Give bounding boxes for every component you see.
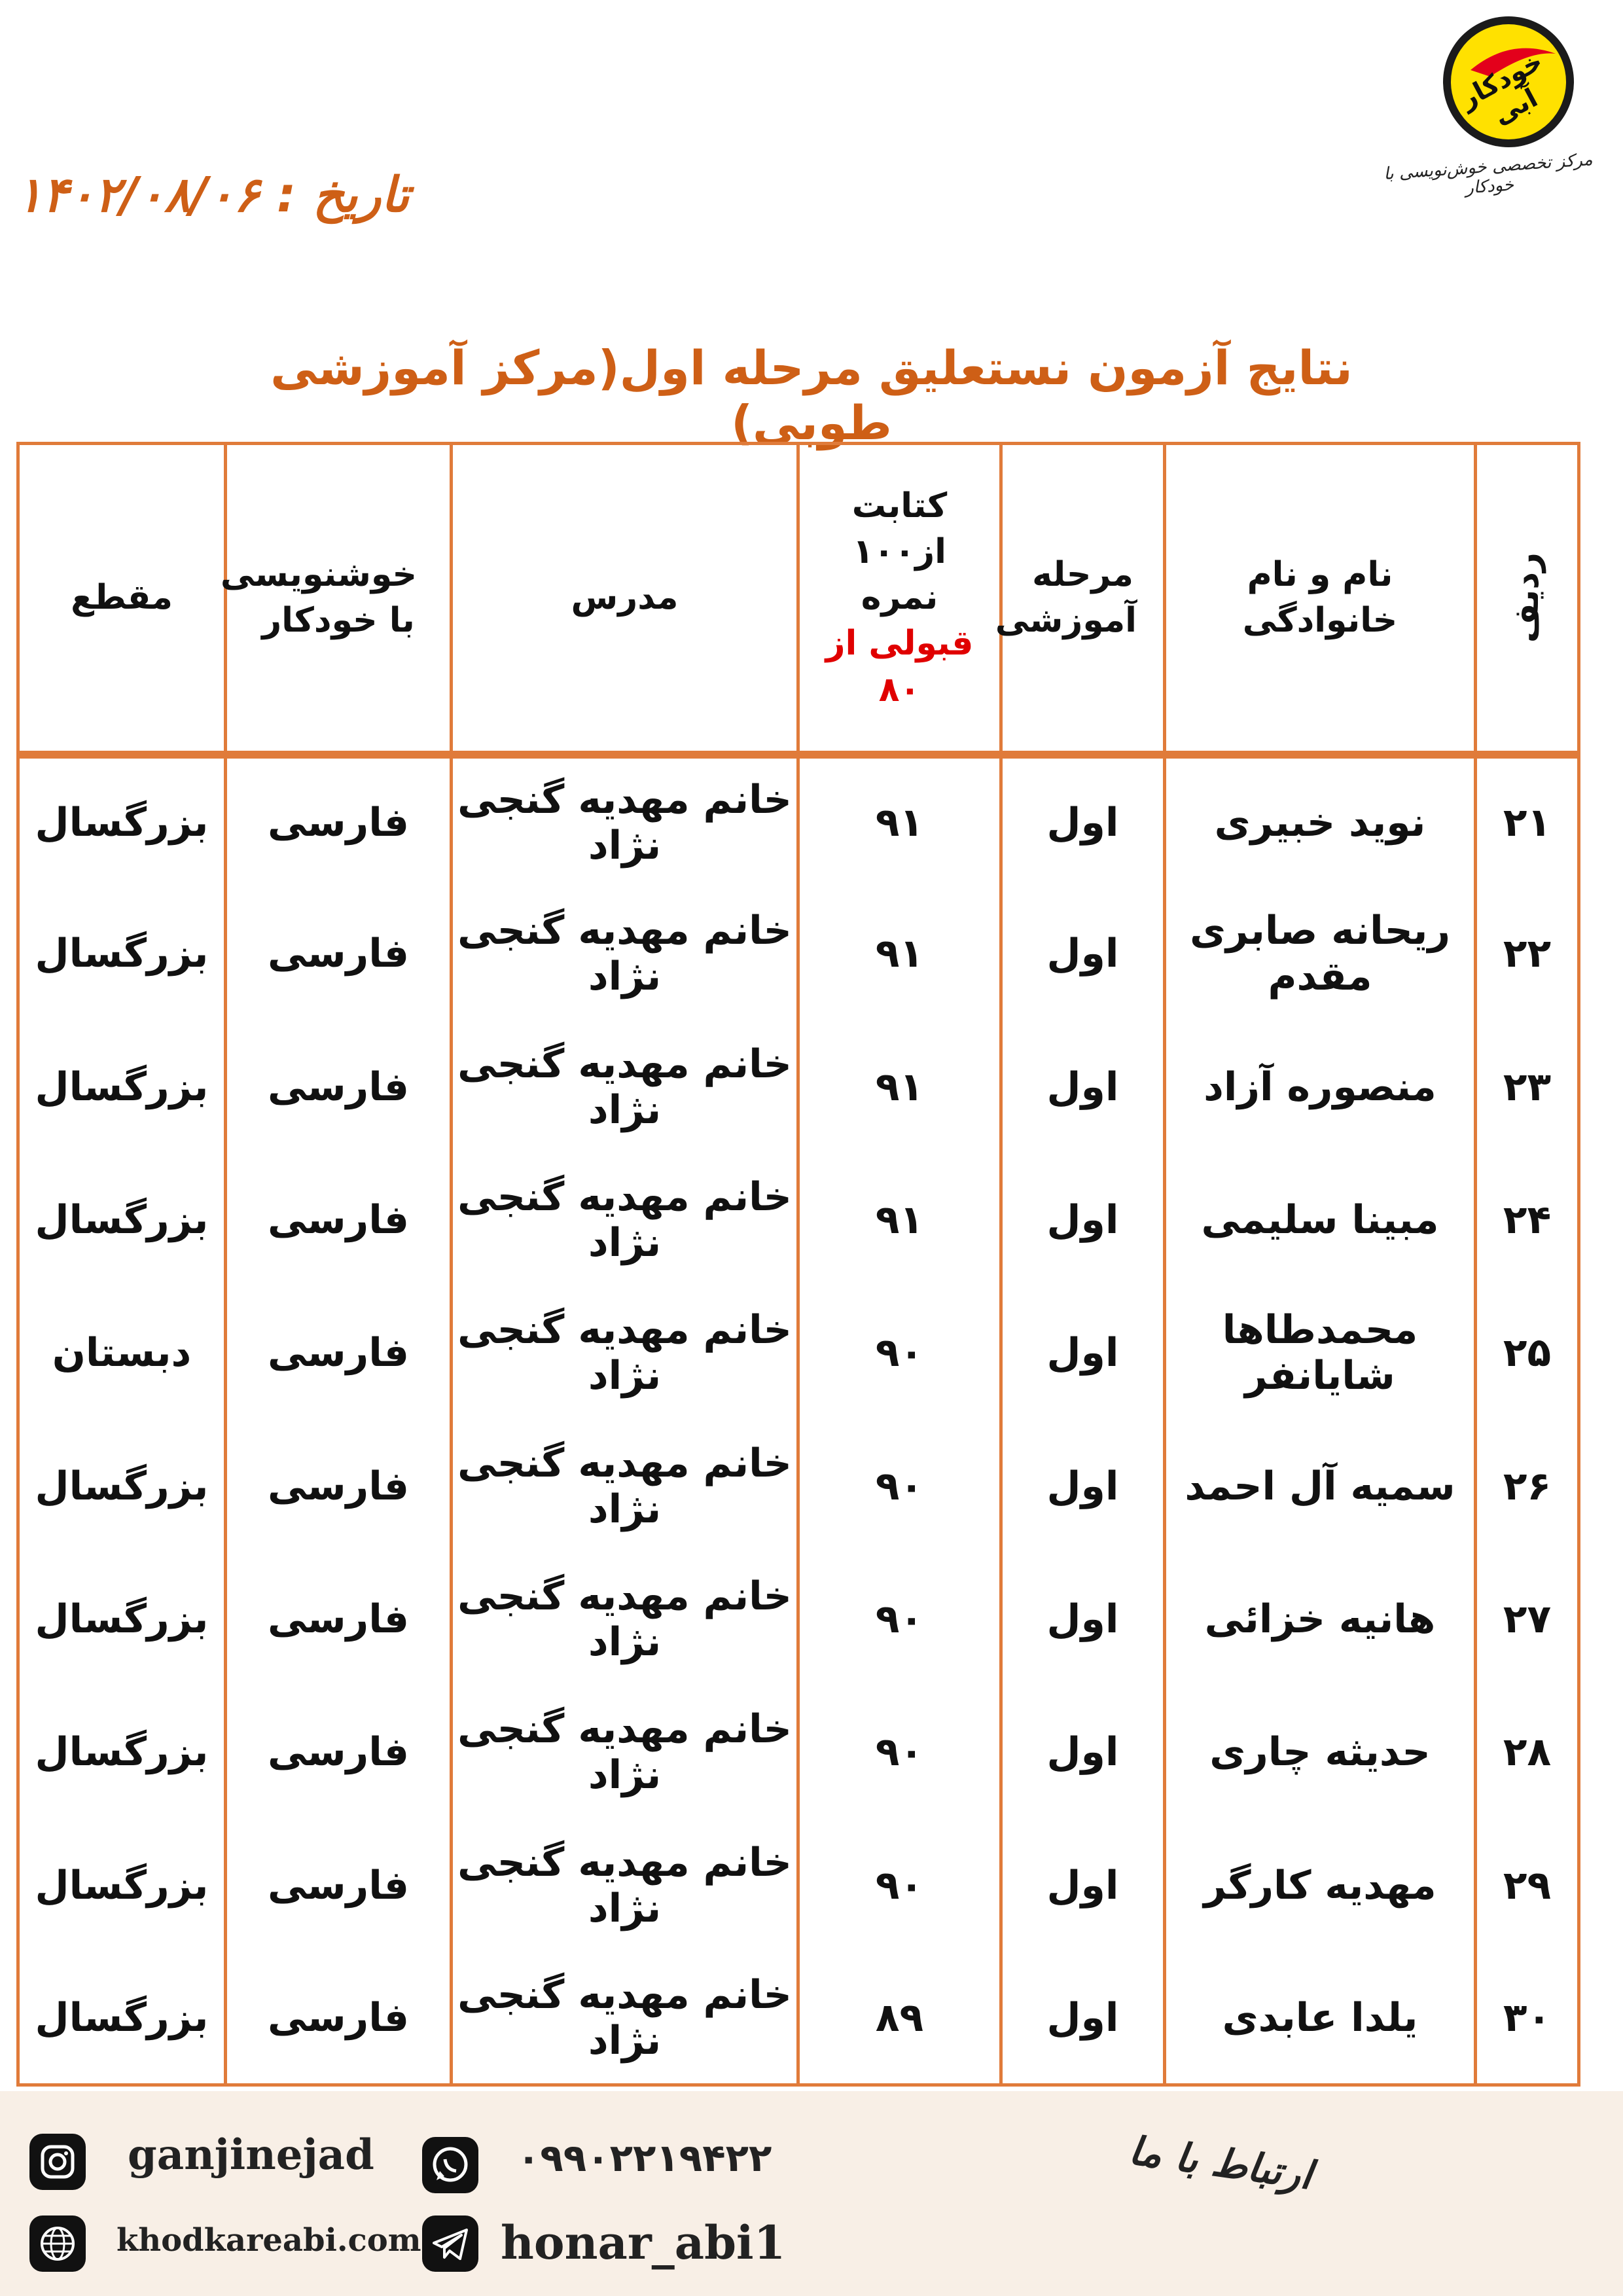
cell-stage: اول <box>1001 1552 1165 1685</box>
cell-teacher: خانم مهدیه گنجی نژاد <box>452 1153 798 1286</box>
cell-level: بزرگسال <box>18 1153 226 1286</box>
cell-teacher: خانم مهدیه گنجی نژاد <box>452 1552 798 1685</box>
cell-score: ۹۰ <box>798 1420 1001 1552</box>
cell-teacher: خانم مهدیه گنجی نژاد <box>452 1686 798 1819</box>
cell-level: دبستان <box>18 1287 226 1420</box>
cell-level: بزرگسال <box>18 1420 226 1552</box>
cell-stage: اول <box>1001 1952 1165 2085</box>
cell-row-number: ۲۷ <box>1476 1552 1579 1685</box>
header-score-unit: نمره <box>861 578 938 618</box>
cell-score: ۹۰ <box>798 1819 1001 1952</box>
cell-row-number: ۲۹ <box>1476 1819 1579 1952</box>
cell-teacher: خانم مهدیه گنجی نژاد <box>452 1020 798 1153</box>
header-score <box>798 444 1001 755</box>
table-row <box>18 1020 1579 1153</box>
cell-score: ۹۱ <box>798 755 1001 888</box>
cell-teacher: خانم مهدیه گنجی نژاد <box>452 1420 798 1552</box>
cell-stage: اول <box>1001 1420 1165 1552</box>
cell-style: فارسی <box>226 1952 452 2085</box>
cell-row-number: ۲۲ <box>1476 888 1579 1020</box>
date: تاریخ : ۱۴۰۲/۰۸/۰۶ <box>16 167 410 223</box>
table-row <box>18 1686 1579 1819</box>
table-row <box>18 1819 1579 1952</box>
header-name: نام و نام خانوادگی <box>1165 444 1476 755</box>
cell-stage: اول <box>1001 755 1165 888</box>
cell-row-number: ۲۵ <box>1476 1287 1579 1420</box>
logo <box>1443 16 1574 147</box>
cell-level: بزرگسال <box>18 1819 226 1952</box>
table-row <box>18 755 1579 888</box>
cell-row-number: ۲۸ <box>1476 1686 1579 1819</box>
table-row <box>18 1552 1579 1685</box>
logo-text: خودکار آبی <box>1455 46 1548 131</box>
cell-level: بزرگسال <box>18 888 226 1020</box>
cell-name: هانیه خزائی <box>1165 1552 1476 1685</box>
cell-name: محمدطاها شایانفر <box>1165 1287 1476 1420</box>
cell-style: فارسی <box>226 1153 452 1286</box>
header-level: مقطع <box>18 444 226 755</box>
cell-row-number: ۲۴ <box>1476 1153 1579 1286</box>
header-stage: مرحله آموزشی <box>1001 444 1165 755</box>
cell-stage: اول <box>1001 1686 1165 1819</box>
cell-stage: اول <box>1001 1153 1165 1286</box>
cell-stage: اول <box>1001 1819 1165 1952</box>
results-table <box>16 442 1580 2087</box>
table-header-row <box>18 444 1579 755</box>
cell-stage: اول <box>1001 1020 1165 1153</box>
cell-name: مهدیه کارگر <box>1165 1819 1476 1952</box>
cell-level: بزرگسال <box>18 1020 226 1153</box>
cell-name: نوید خبیری <box>1165 755 1476 888</box>
cell-level: بزرگسال <box>18 1552 226 1685</box>
telegram-icon[interactable] <box>422 2215 478 2272</box>
cell-teacher: خانم مهدیه گنجی نژاد <box>452 1952 798 2085</box>
instagram-handle[interactable]: ganjinejad <box>128 2130 374 2179</box>
cell-teacher: خانم مهدیه گنجی نژاد <box>452 888 798 1020</box>
phone-number[interactable]: ۰۹۹۰۲۲۱۹۴۲۲ <box>517 2136 772 2180</box>
table-row <box>18 1153 1579 1286</box>
footer <box>0 2091 1623 2296</box>
table-row <box>18 1287 1579 1420</box>
cell-style: فارسی <box>226 888 452 1020</box>
page-title: نتایج آزمون نستعلیق مرحله اول(مرکز آموزشی طوبی) <box>270 340 1353 450</box>
cell-style: فارسی <box>226 755 452 888</box>
cell-style: فارسی <box>226 1287 452 1420</box>
cell-level: بزرگسال <box>18 1686 226 1819</box>
cell-row-number: ۲۳ <box>1476 1020 1579 1153</box>
cell-score: ۹۱ <box>798 888 1001 1020</box>
cell-score: ۹۱ <box>798 1020 1001 1153</box>
globe-icon[interactable] <box>29 2215 86 2272</box>
website-link[interactable]: khodkareabi.com <box>116 2222 421 2259</box>
header-score-pass-note: قبولی از ۸۰ <box>825 624 974 709</box>
cell-style: فارسی <box>226 1552 452 1685</box>
logo-badge <box>1451 24 1566 139</box>
header-style: خوشنویسی با خودکار <box>226 444 452 755</box>
cell-name: حدیثه چاری <box>1165 1686 1476 1819</box>
header-teacher: مدرس <box>452 444 798 755</box>
cell-score: ۹۰ <box>798 1287 1001 1420</box>
cell-name: یلدا عابدی <box>1165 1952 1476 2085</box>
cell-stage: اول <box>1001 888 1165 1020</box>
cell-score: ۹۱ <box>798 1153 1001 1286</box>
header-row-number: ردیف <box>1476 444 1579 755</box>
cell-row-number: ۲۱ <box>1476 755 1579 888</box>
cell-teacher: خانم مهدیه گنجی نژاد <box>452 1819 798 1952</box>
table-row <box>18 888 1579 1020</box>
cell-name: منصوره آزاد <box>1165 1020 1476 1153</box>
logo-caption: مرکز تخصصی خوش‌نویسی با خودکار <box>1383 149 1594 198</box>
cell-style: فارسی <box>226 1020 452 1153</box>
cell-teacher: خانم مهدیه گنجی نژاد <box>452 755 798 888</box>
cell-row-number: ۳۰ <box>1476 1952 1579 2085</box>
instagram-icon[interactable] <box>29 2134 86 2190</box>
contact-us-label: ارتباط با ما <box>1126 2127 1315 2199</box>
cell-stage: اول <box>1001 1287 1165 1420</box>
header-score-title: کتابت از۱۰۰ <box>851 486 948 571</box>
cell-level: بزرگسال <box>18 755 226 888</box>
cell-name: مبینا سلیمی <box>1165 1153 1476 1286</box>
cell-row-number: ۲۶ <box>1476 1420 1579 1552</box>
table-row <box>18 1952 1579 2085</box>
cell-level: بزرگسال <box>18 1952 226 2085</box>
cell-name: سمیه آل احمد <box>1165 1420 1476 1552</box>
cell-score: ۹۰ <box>798 1686 1001 1819</box>
cell-name: ریحانه صابری مقدم <box>1165 888 1476 1020</box>
whatsapp-icon[interactable] <box>422 2137 478 2193</box>
cell-style: فارسی <box>226 1420 452 1552</box>
cell-teacher: خانم مهدیه گنجی نژاد <box>452 1287 798 1420</box>
cell-score: ۸۹ <box>798 1952 1001 2085</box>
cell-style: فارسی <box>226 1686 452 1819</box>
telegram-handle[interactable]: honar_abi1 <box>501 2215 786 2270</box>
cell-style: فارسی <box>226 1819 452 1952</box>
cell-score: ۹۰ <box>798 1552 1001 1685</box>
table-row <box>18 1420 1579 1552</box>
